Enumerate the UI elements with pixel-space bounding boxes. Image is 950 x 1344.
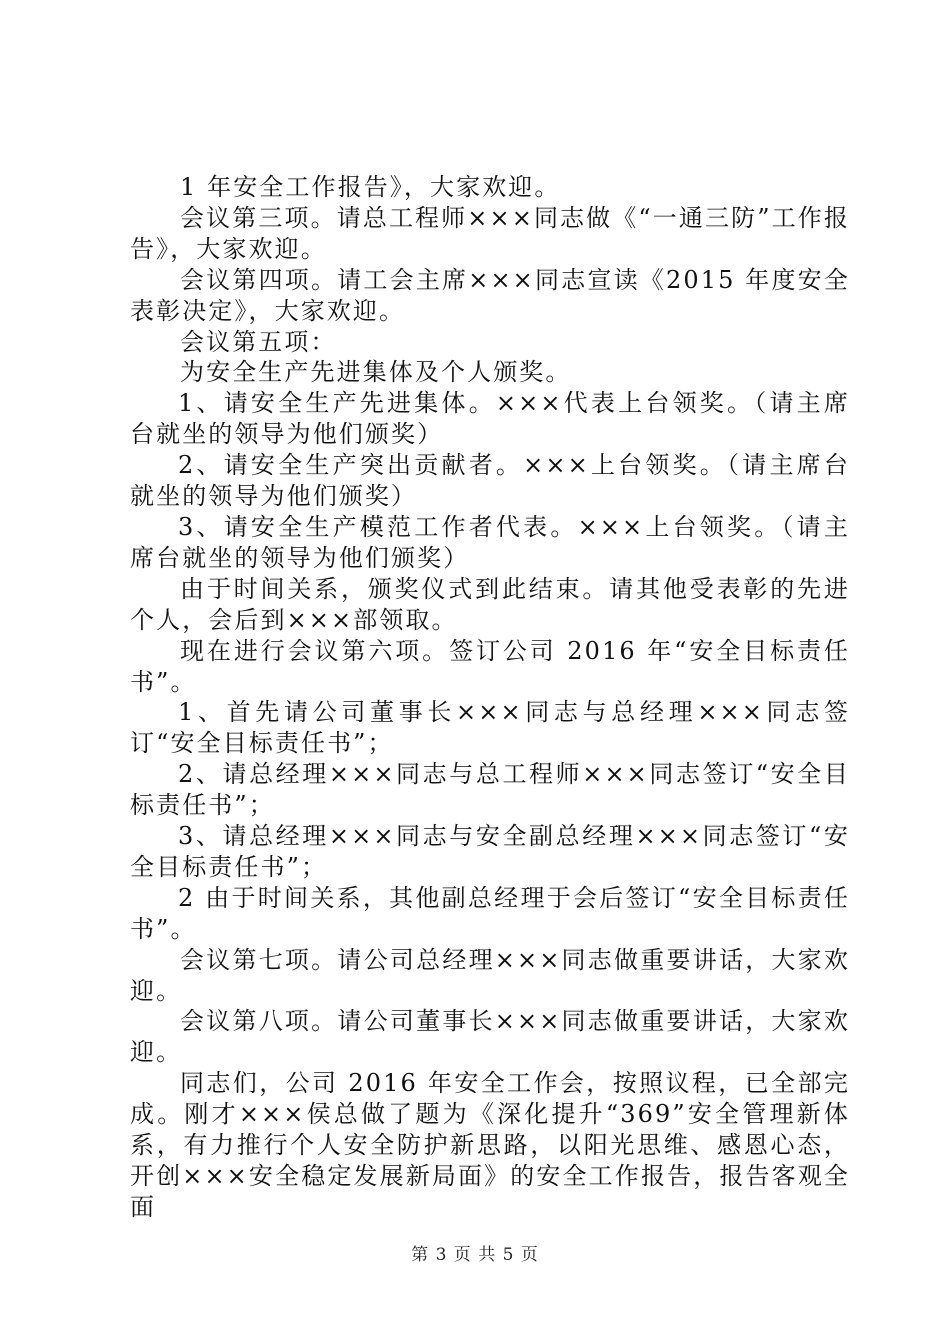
paragraph: 会议第三项。请总工程师×××同志做《“一通三防”工作报告》，大家欢迎。 [130,203,850,263]
page-number-label: 第 3 页 共 5 页 [411,1245,539,1265]
paragraph: 2 由于时间关系，其他副总经理于会后签订“安全目标责任书”。 [130,883,850,943]
paragraph: 1、请安全生产先进集体。×××代表上台领奖。（请主席台就坐的领导为他们颁奖） [130,389,850,449]
paragraph: 1、首先请公司董事长×××同志与总经理×××同志签订“安全目标责任书”； [130,698,850,758]
paragraph: 会议第七项。请公司总经理×××同志做重要讲话，大家欢迎。 [130,945,850,1005]
paragraph: 会议第五项： [180,327,337,356]
paragraph: 会议第八项。请公司董事长×××同志做重要讲话，大家欢迎。 [130,1007,850,1067]
paragraph: 3、请安全生产模范工作者代表。×××上台领奖。（请主席台就坐的领导为他们颁奖） [130,512,850,572]
paragraph: 现在进行会议第六项。签订公司 2016 年“安全目标责任书”。 [130,636,850,696]
paragraph: 3、请总经理×××同志与安全副总经理×××同志签订“安全目标责任书”； [130,822,850,881]
paragraph: 同志们，公司 2016 年安全工作会，按照议程，已全部完成。刚才×××侯总做了题为《深化提升“369”安全管理新体系，有力推行个人安全防护新思路，以阳光思维、感恩心态，开创×××安全稳定发展新局面》的安全工作报告，报告客观全面 [130,1069,850,1221]
paragraph: 会议第四项。请工会主席×××同志宣读《2015 年度安全表彰决定》，大家欢迎。 [130,265,850,325]
paragraph: 1 年安全工作报告》，大家欢迎。 [180,173,561,201]
page-footer [0,1240,950,1265]
paragraph: 为安全生产先进集体及个人颁奖。 [180,358,572,387]
paragraph: 2、请总经理×××同志与总工程师×××同志签订“安全目标责任书”； [130,760,850,820]
paragraph: 由于时间关系，颁奖仪式到此结束。请其他受表彰的先进个人，会后到×××部领取。 [130,574,850,634]
document-body [130,172,850,1223]
paragraph: 2、请安全生产突出贡献者。×××上台领奖。（请主席台就坐的领导为他们颁奖） [130,451,850,511]
